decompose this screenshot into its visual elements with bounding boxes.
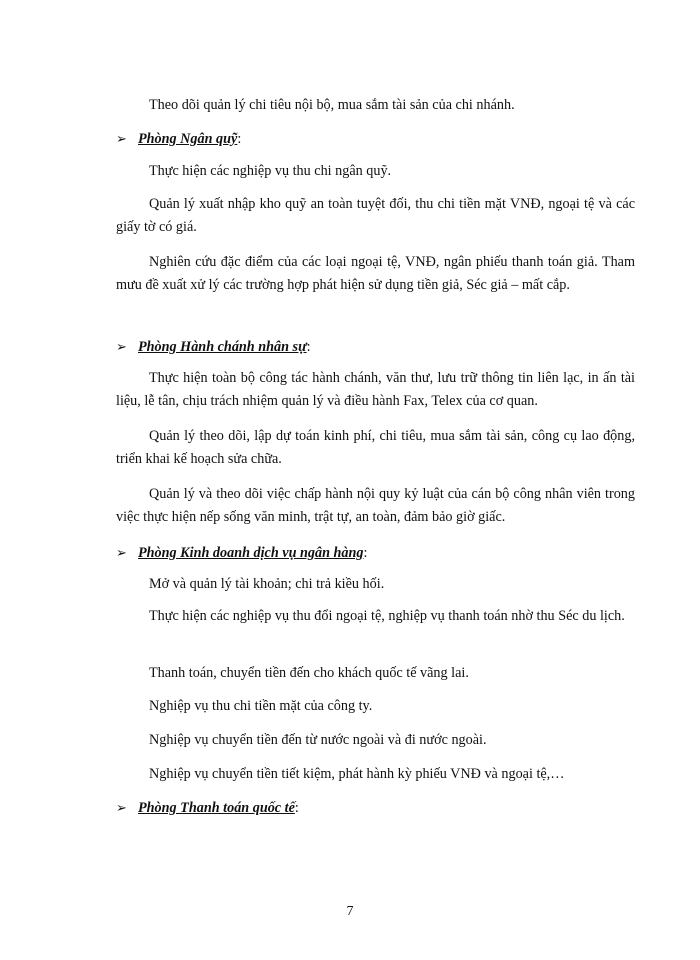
paragraph: Mở và quản lý tài khoản; chi trả kiều hối. xyxy=(149,576,385,592)
paragraph: Nghiệp vụ thu chi tiền mặt của công ty. xyxy=(149,698,373,714)
section-heading-hanh-chanh xyxy=(116,335,311,359)
section-colon: : xyxy=(306,339,311,355)
section-colon: : xyxy=(363,545,368,561)
paragraph: Theo dõi quản lý chi tiêu nội bộ, mua sắm tài sản của chi nhánh. xyxy=(149,97,515,113)
paragraph: Nghiệp vụ chuyển tiền đến từ nước ngoài và đi nước ngoài. xyxy=(149,732,487,748)
section-title: Phòng Hành chánh nhân sự xyxy=(138,339,307,355)
section-title: Phòng Thanh toán quốc tế xyxy=(138,800,295,816)
arrow-bullet-icon: ➢ xyxy=(116,800,127,815)
paragraph: Quản lý xuất nhập kho quỹ an toàn tuyệt đối, thu chi tiền mặt VNĐ, ngoại tệ và các giấy tờ có giá. xyxy=(116,196,635,235)
section-heading-kinh-doanh xyxy=(116,541,367,565)
arrow-bullet-icon: ➢ xyxy=(116,339,127,354)
paragraph: Thực hiện các nghiệp vụ thu đổi ngoại tệ, nghiệp vụ thanh toán nhờ thu Séc du lịch. xyxy=(149,608,625,624)
section-heading-ngan-quy xyxy=(116,127,241,151)
section-title: Phòng Ngân quỹ xyxy=(138,131,238,147)
arrow-bullet-icon: ➢ xyxy=(116,545,127,560)
paragraph: Thanh toán, chuyển tiền đến cho khách quốc tế vãng lai. xyxy=(149,665,469,681)
section-title: Phòng Kinh doanh dịch vụ ngân hàng xyxy=(138,545,364,561)
paragraph: Quản lý theo dõi, lập dự toán kinh phí, chi tiêu, mua sắm tài sản, công cụ lao động, triển khai kế hoạch sửa chữa. xyxy=(116,428,635,467)
paragraph: Thực hiện toàn bộ công tác hành chánh, văn thư, lưu trữ thông tin liên lạc, in ấn tài liệu, lễ tân, chịu trách nhiệm quản lý và điều hành Fax, Telex của cơ quan. xyxy=(116,370,635,409)
arrow-bullet-icon: ➢ xyxy=(116,131,127,146)
page-number: 7 xyxy=(346,904,354,919)
paragraph: Nghiệp vụ chuyển tiền tiết kiệm, phát hành kỳ phiếu VNĐ và ngoại tệ,… xyxy=(149,766,565,782)
section-colon: : xyxy=(294,800,299,816)
paragraph: Nghiên cứu đặc điểm của các loại ngoại tệ, VNĐ, ngân phiếu thanh toán giả. Tham mưu đề xuất xử lý các trường hợp phát hiện sử dụng tiền giả, Séc giả – mất cắp. xyxy=(116,254,635,293)
section-colon: : xyxy=(237,131,242,147)
paragraph: Thực hiện các nghiệp vụ thu chi ngân quỹ. xyxy=(149,163,392,179)
paragraph: Quản lý và theo dõi việc chấp hành nội quy kỷ luật của cán bộ công nhân viên trong việc thực hiện nếp sống văn minh, trật tự, an toàn, đảm bảo giờ giấc. xyxy=(116,486,635,525)
section-heading-thanh-toan xyxy=(116,796,299,820)
